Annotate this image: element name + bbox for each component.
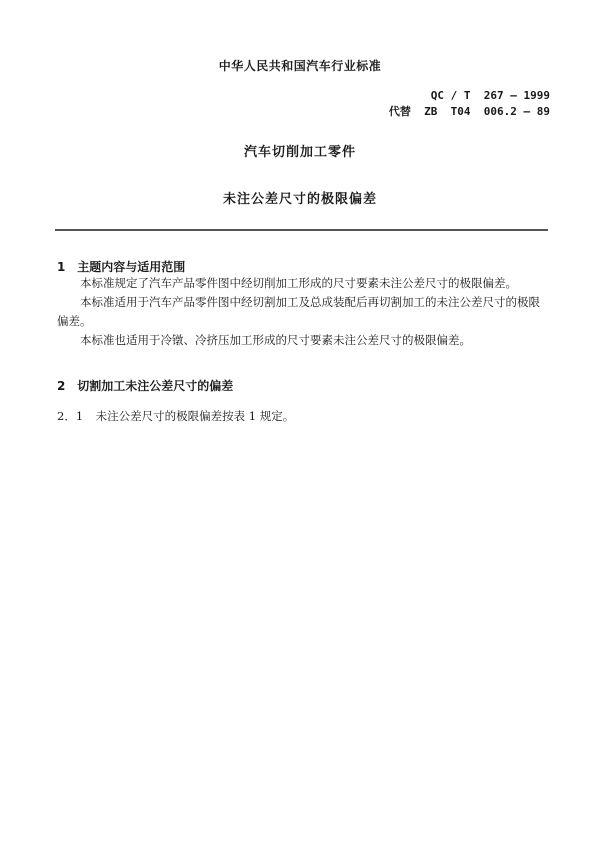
standard-code: QC / T 267 — 1999 — [430, 89, 550, 102]
section-1-body — [57, 274, 547, 350]
section-number: 1 — [57, 260, 66, 274]
section-title: 切割加工未注公差尺寸的偏差 — [77, 379, 234, 393]
document-subtitle: 未注公差尺寸的极限偏差 — [222, 192, 377, 207]
section-number: 2 — [57, 379, 66, 393]
section-title: 主题内容与适用范围 — [77, 260, 186, 274]
clause-text: 未注公差尺寸的极限偏差按表 1 规定。 — [95, 409, 295, 423]
replaced-standard-code: 代替 ZB T04 006.2 — 89 — [388, 105, 550, 118]
paragraph: 本标准适用于汽车产品零件图中经切割加工及总成装配后再切割加工的未注公差尺寸的极限偏差。 — [57, 295, 540, 328]
paragraph: 本标准也适用于冷镦、冷挤压加工形成的尺寸要素未注公差尺寸的极限偏差。 — [80, 333, 471, 347]
paragraph: 本标准规定了汽车产品零件图中经切削加工形成的尺寸要素未注公差尺寸的极限偏差。 — [80, 276, 517, 290]
title-divider — [55, 229, 548, 231]
standard-code-block — [389, 88, 550, 120]
section-heading-1 — [57, 258, 185, 275]
document-title: 汽车切削加工零件 — [243, 145, 356, 160]
section-heading-2 — [57, 377, 233, 394]
standard-type: 中华人民共和国汽车行业标准 — [218, 59, 382, 73]
clause-number: 2．1 — [57, 409, 84, 423]
clause-2-1 — [57, 408, 294, 424]
